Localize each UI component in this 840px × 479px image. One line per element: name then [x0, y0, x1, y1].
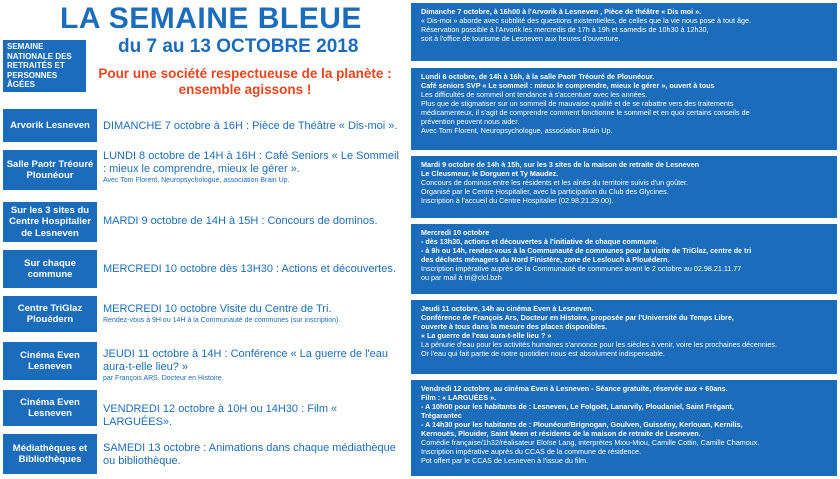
- row-label-saturday: Médiathèques et Bibliothèques: [3, 434, 97, 474]
- panel-line: Conférence de François Ars, Docteur en Histoire, proposée par l'Université du Temps Libre,: [421, 313, 734, 322]
- panel-line: Le Cleusmeur, le Dorguen et Ty Maudez.: [421, 169, 559, 178]
- panel-line: médicamenteux, il s'agit de comprendre comment fonctionne le sommeil et en quoi certains conseils de: [421, 108, 750, 117]
- panel-line: Or l'eau qui fait partie de notre quotidien nous est absolument indispensable.: [421, 349, 665, 358]
- row-text-friday: [103, 403, 403, 429]
- row-label-tuesday: Sur les 3 sites du Centre Hospitalier de Lesneven: [3, 202, 97, 242]
- panel-line: - A 14h30 pour les habitants de : Plounéour/Brignogan, Goulven, Guissény, Kerlouan, Kernilis,: [421, 420, 743, 429]
- slogan-line-2: ensemble agissons !: [178, 82, 312, 97]
- row-text-wednesday-visit: [103, 303, 403, 325]
- event-dates: du 7 au 13 OCTOBRE 2018: [118, 36, 359, 57]
- panel-line: Pot offert par le CCAS de Lesneven à l'issue du film.: [421, 456, 589, 465]
- slogan-line-1: Pour une société respectueuse de la planète :: [98, 66, 392, 81]
- panel-line: Concours de dominos entre les résidents et les aînés du territoire suivis d'un goûter.: [421, 178, 689, 187]
- panel-line: soit à l'office de tourisme de Lesneven aux heures d'ouverture.: [421, 34, 621, 43]
- panel-line: Jeudi 11 octobre, 14h au cinéma Even à Lesneven.: [421, 304, 594, 313]
- panel-friday: [411, 380, 837, 476]
- panel-line: - dès 13h30, actions et découvertes à l'initiative de chaque commune.: [421, 237, 659, 246]
- row-small-text: par François ARS, Docteur en Histoire.: [103, 375, 224, 382]
- panel-line: Comédie française/1h32/réalisateur Eloïse Lang, interprètes Miou-Miou, Camille Cottin, Camille Chamoux.: [421, 438, 760, 447]
- panel-line: Trégarantec: [421, 411, 462, 420]
- panel-line: Inscription à l'accueil du Centre Hospitalier (02.98.21.29.00).: [421, 196, 614, 205]
- row-main-text: MERCREDI 10 octobre Visite du Centre de Tri.: [103, 303, 332, 315]
- panel-line: « Dis-moi » aborde avec subtilité des questions existentielles, de celles que la vie nous pose à tout âge.: [421, 16, 752, 25]
- panel-line: La pénurie d'eau pour les activités humaines s'annonce pour les siècles à venir, voire les prochaines décennies.: [421, 340, 777, 349]
- panel-line: Mercredi 10 octobre: [421, 228, 490, 237]
- panel-line: Inscription impérative auprès de la Communauté de communes avant le 2 octobre au 02.98.21.11.77: [421, 264, 742, 273]
- row-label-wednesday-actions: Sur chaque commune: [3, 250, 97, 288]
- row-main-text: JEUDI 11 octobre à 14H : Conférence « La guerre de l'eau aura-t-elle lieu? »: [103, 348, 389, 373]
- panel-line: des déchets ménagers du Nord Finistère, zone de Leslouch à Plouédern.: [421, 255, 670, 264]
- panel-line: ou par mail à tri@clcl.bzh: [421, 273, 502, 282]
- row-label-friday: Cinéma Even Lesneven: [3, 390, 97, 426]
- row-label-monday: Salle Paotr Tréouré Plounéour: [3, 150, 97, 190]
- page-title: LA SEMAINE BLEUE: [60, 2, 362, 35]
- row-text-wednesday-actions: [103, 263, 403, 276]
- row-main-text: MARDI 9 octobre de 14H à 15H : Concours de dominos.: [103, 215, 378, 227]
- panel-line: Les difficultés de sommeil ont tendance à s'accentuer avec les années.: [421, 90, 648, 99]
- panel-line: Avec Tom Florent, Neuropsychologue, association Brain Up.: [421, 126, 613, 135]
- row-main-text: LUNDI 8 octobre de 14H à 16H : Café Seniors « Le Sommeil : mieux le comprendre, mieux le gérer ».: [103, 150, 399, 175]
- panel-line: Film : « LARGUÉES ».: [421, 393, 497, 402]
- row-label-wednesday-visit: Centre TriGlaz Plouédern: [3, 296, 97, 332]
- row-text-monday: [103, 150, 403, 185]
- panel-line: Mardi 9 octobre de 14h à 15h, sur les 3 sites de la maison de retraite de Lesneven: [421, 160, 700, 169]
- panel-line: Vendredi 12 octobre, au cinéma Even à Lesneven - Séance gratuite, réservée aux + 60ans.: [421, 384, 728, 393]
- row-text-saturday: [103, 442, 403, 468]
- panel-wednesday: [411, 224, 837, 294]
- panel-line: Café seniors SVP « Le sommeil : mieux le comprendre, mieux le gérer », ouvert à tous: [421, 81, 715, 90]
- row-small-text: Rendez-vous à 9H ou 14H à la Communauté de communes (sur inscription).: [103, 317, 341, 324]
- row-small-text: Avec Tom Florent, Neuropsychologue, association Brain Up.: [103, 177, 290, 184]
- panel-line: - A 10h00 pour les habitants de : Lesneven, Le Folgoët, Lanarvily, Ploudaniel, Saint Frégant,: [421, 402, 734, 411]
- panel-line: Plus que de stigmatiser sur un sommeil de mauvaise qualité et de se rabattre vers des traitements: [421, 99, 734, 108]
- row-main-text: VENDREDI 12 octobre à 10H ou 14H30 : Film « LARGUÉES».: [103, 403, 338, 428]
- panel-monday: [411, 68, 837, 150]
- panel-line: - à 9h ou 14h, rendez-vous à la Communauté de communes pour la visite de TriGlaz, centre de tri: [421, 246, 752, 255]
- panel-line: Kernouës, Plouider, Saint Meen et résidents de la maison de retraite de Lesneven.: [421, 429, 701, 438]
- panel-line: « La guerre de l'eau aura-t-elle lieu ? »: [421, 331, 552, 340]
- panel-line: Organisé par le Centre Hospitalier, avec la participation du Club des Glycines.: [421, 187, 669, 196]
- panel-thursday: [411, 300, 837, 374]
- slogan: [90, 66, 400, 98]
- row-main-text: DIMANCHE 7 octobre à 16H : Pièce de Théâtre « Dis-moi ».: [103, 120, 398, 132]
- row-text-thursday: [103, 348, 403, 383]
- national-week-box: SEMAINE NATIONALE DES RETRAITÉS ET PERSONNES ÂGÉES: [3, 40, 86, 92]
- row-label-sunday: Arvorik Lesneven: [3, 109, 97, 142]
- row-main-text: SAMEDI 13 octobre : Animations dans chaque médiathèque ou bibliothèque.: [103, 442, 396, 467]
- row-text-sunday: [103, 120, 403, 133]
- row-text-tuesday: [103, 215, 403, 228]
- row-main-text: MERCREDI 10 octobre dès 13H30 : Actions et découvertes.: [103, 263, 396, 275]
- panel-tuesday: [411, 156, 837, 218]
- panel-line: Dimanche 7 octobre, à 16h00 à l'Arvorik à Lesneven , Pièce de théâtre « Dis moi ».: [421, 7, 702, 16]
- panel-line: Inscription impérative auprès du CCAS de la commune de résidence.: [421, 447, 642, 456]
- panel-line: Lundi 8 octobre, de 14h à 16h, à la salle Paotr Tréouré de Plounéour.: [421, 72, 655, 81]
- row-label-thursday: Cinéma Even Lesneven: [3, 342, 97, 380]
- panel-line: Réservation possible à l'Arvorik les mercredis de 17h à 19h et samedis de 10h30 à 12h30,: [421, 25, 709, 34]
- panel-line: prévention peuvent nous aider.: [421, 117, 520, 126]
- panel-sunday: [411, 3, 837, 61]
- panel-line: ouverte à tous dans la mesure des places disponibles.: [421, 322, 608, 331]
